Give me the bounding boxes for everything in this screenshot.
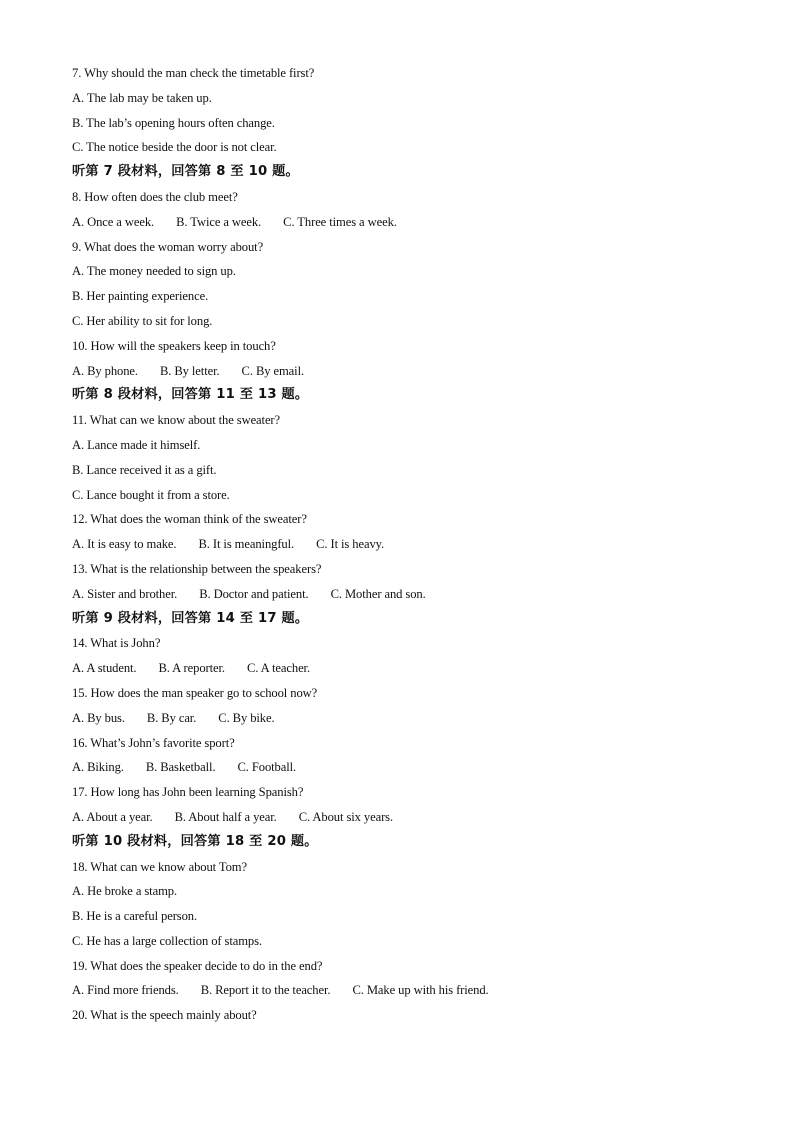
answer-options-row [72,755,752,780]
document-body [72,61,752,1028]
text-line: 18. What can we know about Tom? [72,859,247,874]
answer-option: A. Find more friends. [72,983,179,998]
answer-option: C. Make up with his friend. [352,983,489,998]
section-heading: 听第 7 段材料，回答第 8 至 10 题。 [72,164,299,180]
answer-option: B. Report it to the teacher. [200,983,331,998]
answer-option: B. It is meaningful. [198,537,295,552]
text-line: A. The lab may be taken up. [72,90,212,105]
answer-options-row [72,656,752,681]
answer-option: A. Biking. [72,760,124,775]
answer-option: B. By car. [146,710,197,725]
answer-option: A. Once a week. [72,214,155,229]
text-line: C. The notice beside the door is not clear. [72,140,277,155]
answer-options-row [72,805,752,830]
answer-option: B. About half a year. [174,809,277,824]
answer-option: B. Doctor and patient. [199,586,309,601]
section-heading: 听第 9 段材料，回答第 14 至 17 题。 [72,610,309,626]
answer-option: C. By email. [241,363,305,378]
text-line: C. Lance bought it from a store. [72,487,230,502]
answer-option: C. It is heavy. [316,537,385,552]
section-heading: 听第 10 段材料，回答第 18 至 20 题。 [72,833,318,849]
answer-option: B. Twice a week. [176,214,262,229]
answer-option: A. About a year. [72,809,153,824]
text-line: B. Her painting experience. [72,289,209,304]
answer-options-row [72,210,752,235]
answer-option: C. A teacher. [246,661,311,676]
text-line: B. Lance received it as a gift. [72,462,217,477]
answer-option: C. Three times a week. [283,214,397,229]
text-line: 19. What does the speaker decide to do in the end? [72,958,323,973]
answer-options-row [72,582,752,607]
text-line: B. He is a careful person. [72,909,198,924]
answer-option: C. Mother and son. [330,586,426,601]
answer-options-row [72,532,752,557]
answer-option: A. Sister and brother. [72,586,178,601]
answer-option: A. It is easy to make. [72,537,177,552]
text-line: 8. How often does the club meet? [72,189,238,204]
section-heading: 听第 8 段材料，回答第 11 至 13 题。 [72,387,309,403]
text-line: 14. What is John? [72,636,161,651]
text-line: 17. How long has John been learning Spanish? [72,785,304,800]
answer-option: C. About six years. [298,809,394,824]
text-line: 7. Why should the man check the timetable first? [72,66,315,80]
text-line: 20. What is the speech mainly about? [72,1008,257,1023]
answer-option: C. By bike. [218,710,275,725]
answer-option: A. A student. [72,661,137,676]
answer-options-row [72,706,752,731]
text-line: B. The lab’s opening hours often change. [72,115,275,130]
text-line: 16. What’s John’s favorite sport? [72,735,235,750]
text-line: A. Lance made it himself. [72,437,201,452]
text-line: C. Her ability to sit for long. [72,313,213,328]
text-line: C. He has a large collection of stamps. [72,933,262,948]
answer-option: B. Basketball. [145,760,216,775]
answer-option: B. By letter. [159,363,220,378]
text-line: 15. How does the man speaker go to school now? [72,685,318,700]
text-line: 12. What does the woman think of the sweater? [72,512,307,527]
answer-options-row [72,978,752,1003]
answer-option: C. Football. [237,760,297,775]
answer-option: A. By phone. [72,363,138,378]
answer-option: B. A reporter. [158,661,225,676]
answer-option: A. By bus. [72,710,125,725]
text-line: 10. How will the speakers keep in touch? [72,338,276,353]
text-line: 11. What can we know about the sweater? [72,413,281,428]
answer-options-row [72,359,752,384]
text-line: A. He broke a stamp. [72,884,178,899]
text-line: 13. What is the relationship between the speakers? [72,561,322,576]
text-line: A. The money needed to sign up. [72,264,236,279]
text-line: 9. What does the woman worry about? [72,239,264,254]
